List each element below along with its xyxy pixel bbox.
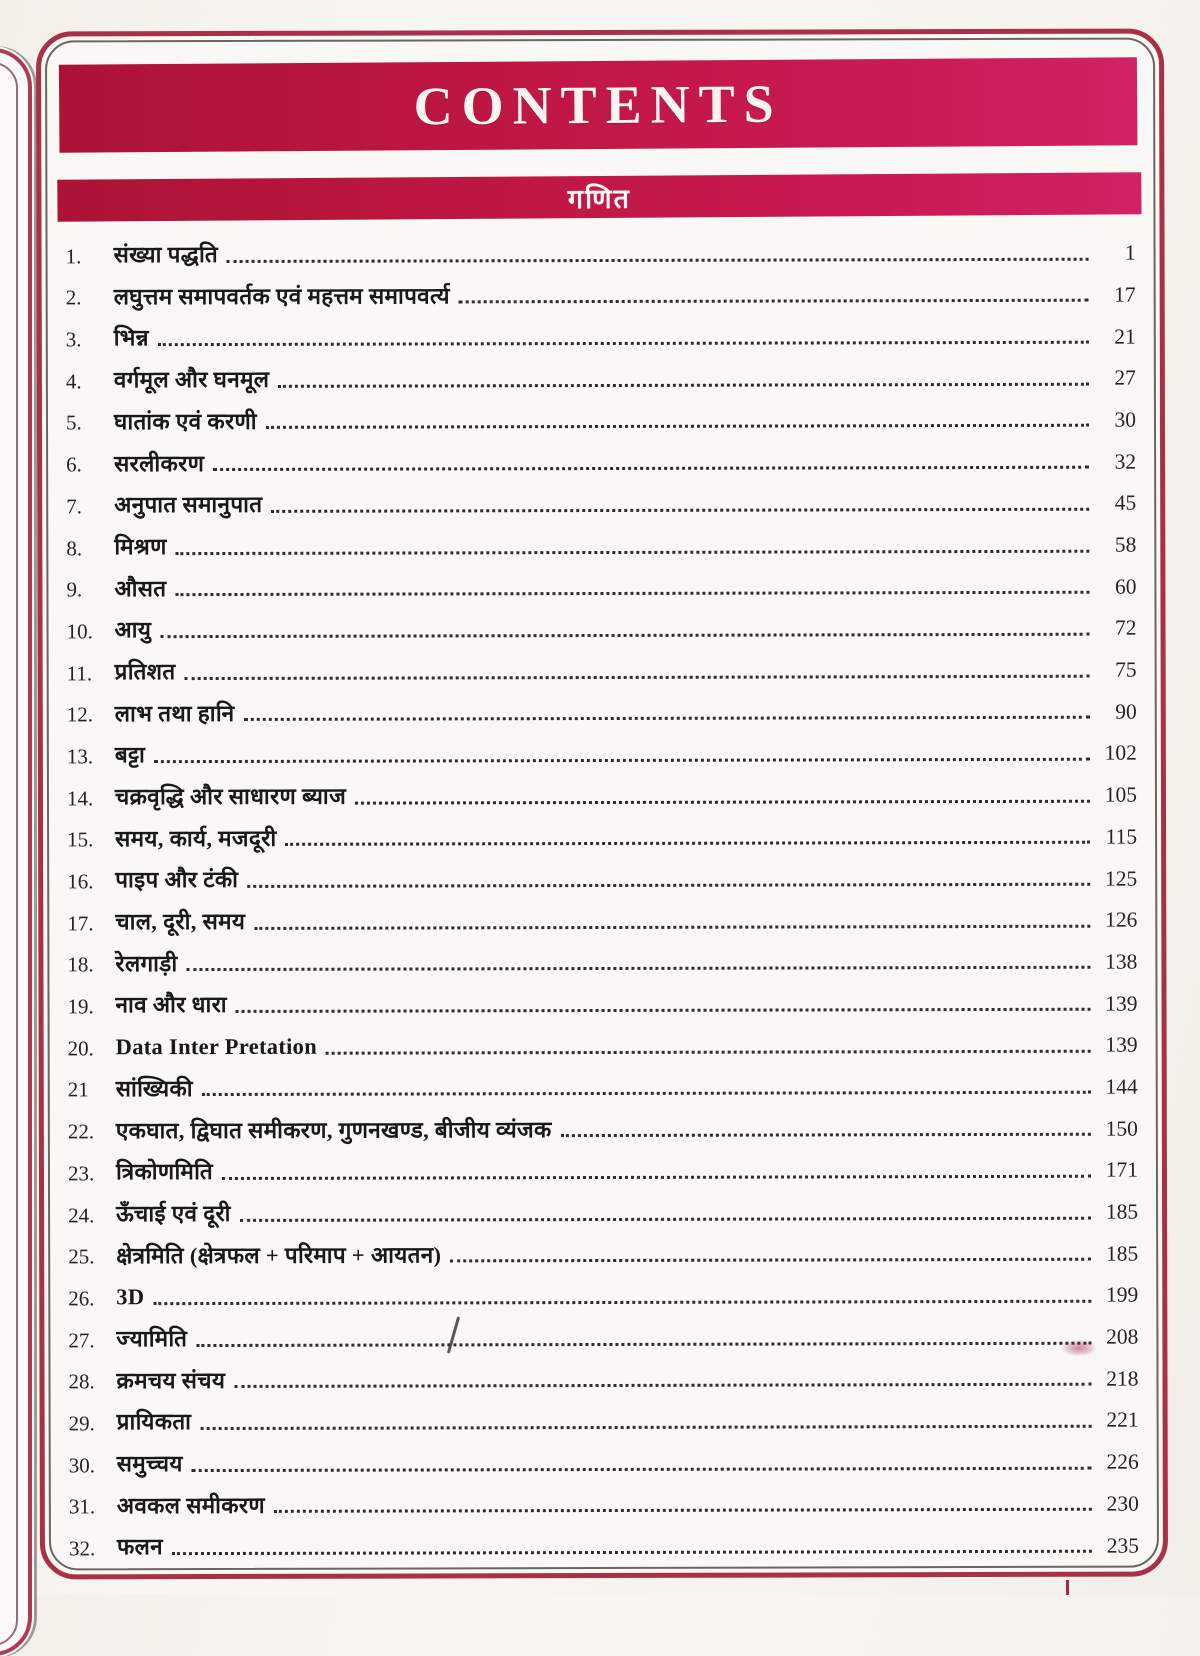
toc-item-page: 75 [1115, 657, 1137, 682]
toc-leader-dots [186, 966, 1090, 971]
toc-row [69, 1439, 1141, 1483]
toc-item-number: 22. [67, 1119, 95, 1144]
toc-item-title: समय, कार्य, मजदूरी [115, 825, 277, 851]
toc-item-page: 171 [1105, 1157, 1138, 1182]
toc-item-page: 185 [1105, 1241, 1139, 1266]
toc-item-title: संख्या पद्धति [113, 242, 218, 268]
toc-leader-dots [459, 299, 1089, 304]
page-frame-inner-line [45, 38, 1159, 1571]
toc-item-number: 7. [66, 494, 82, 519]
toc-row [66, 396, 1138, 440]
toc-item-title: चक्रवृद्धि और साधारण ब्याज [114, 783, 347, 810]
toc-item-number: 15. [67, 827, 94, 852]
toc-item-number: 28. [68, 1369, 95, 1394]
toc-item-title: प्रायिकता [116, 1409, 192, 1435]
toc-leader-dots [286, 841, 1091, 846]
toc-leader-dots [326, 1049, 1091, 1054]
toc-item-title: औसत [114, 575, 167, 601]
toc-item-title: घातांक एवं करणी [113, 408, 257, 435]
toc-leader-dots [176, 549, 1090, 554]
toc-leader-dots [172, 1550, 1092, 1555]
toc-item-title: त्रिकोणमिति [115, 1159, 214, 1185]
toc-leader-dots [274, 1508, 1092, 1513]
toc-item-title: रेलगाड़ी [115, 950, 178, 977]
toc-row [67, 813, 1139, 857]
toc-item-page: 208 [1106, 1324, 1139, 1349]
toc-leader-dots [236, 1008, 1091, 1013]
toc-item-title: क्षेत्रमिति (क्षेत्रफल + परिमाप + आयतन) [116, 1241, 442, 1268]
toc-leader-dots [213, 466, 1089, 471]
toc-item-title: ऊँचाई एवं दूरी [116, 1200, 231, 1227]
toc-item-title: 3D [116, 1284, 145, 1310]
toc-item-number: 1. [65, 244, 82, 269]
toc-leader-dots [266, 424, 1089, 429]
toc-row [68, 1272, 1140, 1316]
toc-item-page: 150 [1105, 1116, 1138, 1141]
toc-row [66, 480, 1138, 524]
toc-leader-dots [450, 1258, 1091, 1263]
toc-leader-dots [158, 341, 1089, 346]
toc-item-number: 20. [67, 1036, 94, 1061]
toc-item-number: 2. [65, 285, 82, 310]
toc-item-page: 199 [1106, 1282, 1139, 1308]
toc-leader-dots [254, 924, 1090, 929]
toc-item-page: 218 [1106, 1366, 1139, 1391]
toc-item-page: 226 [1106, 1449, 1139, 1474]
toc-row [67, 980, 1139, 1024]
toc-leader-dots [196, 1341, 1091, 1346]
toc-item-number: 26. [68, 1286, 95, 1311]
previous-page-inner-line [0, 62, 18, 1646]
toc-item-page: 235 [1106, 1533, 1139, 1558]
toc-leader-dots [247, 883, 1090, 888]
toc-item-page: 139 [1105, 991, 1138, 1016]
ink-smudge [1062, 1340, 1096, 1356]
toc-leader-dots [271, 508, 1089, 513]
toc-item-page: 105 [1104, 782, 1138, 807]
toc-item-title: अनुपात समानुपात [114, 492, 263, 518]
contents-banner [59, 57, 1138, 153]
toc-row [66, 563, 1138, 607]
toc-leader-dots [222, 1175, 1091, 1180]
toc-leader-dots [202, 1091, 1091, 1096]
toc-item-title: वर्गमूल और घनमूल [113, 366, 270, 393]
toc-item-number: 19. [67, 994, 94, 1019]
toc-item-title: एकघात, द्विघात समीकरण, गुणनखण्ड, बीजीय व्यंजक [115, 1116, 552, 1143]
toc-row [67, 938, 1139, 982]
toc-row [68, 1147, 1140, 1191]
toc-row [67, 688, 1139, 732]
toc-item-page: 58 [1114, 532, 1137, 557]
toc-leader-dots [234, 1383, 1091, 1388]
toc-item-number: 6. [66, 452, 82, 477]
toc-item-number: 32. [68, 1536, 96, 1561]
toc-item-number: 5. [65, 410, 82, 435]
toc-leader-dots [355, 799, 1090, 804]
toc-item-number: 16. [67, 869, 94, 894]
toc-item-title: प्रतिशत [114, 659, 176, 685]
toc-row [66, 230, 1138, 274]
toc-item-page: 185 [1105, 1199, 1139, 1224]
contents-title: CONTENTS [413, 73, 783, 137]
toc-leader-dots [153, 1300, 1091, 1305]
toc-row [67, 855, 1139, 899]
toc-item-number: 12. [66, 702, 94, 727]
toc-item-title: ज्यामिति [116, 1326, 188, 1352]
toc-row [66, 271, 1138, 315]
toc-leader-dots [240, 1216, 1091, 1221]
toc-row [66, 438, 1138, 482]
toc-item-number: 27. [68, 1327, 95, 1352]
toc-item-page: 1 [1124, 240, 1136, 265]
toc-leader-dots [184, 674, 1089, 679]
bottom-ink-tick [1066, 1580, 1069, 1595]
toc-row [66, 521, 1138, 565]
toc-item-page: 27 [1114, 365, 1136, 390]
toc-item-number: 25. [68, 1244, 95, 1269]
toc-item-number: 18. [67, 952, 94, 977]
toc-row [68, 1063, 1140, 1107]
toc-item-number: 23. [67, 1161, 95, 1186]
toc-item-page: 45 [1114, 490, 1137, 515]
toc-item-page: 125 [1104, 866, 1138, 891]
toc-item-title: नाव और धारा [115, 992, 227, 1018]
toc-leader-dots [243, 716, 1089, 721]
toc-item-page: 138 [1105, 949, 1138, 974]
toc-item-number: 11. [66, 660, 93, 685]
toc-leader-dots [561, 1133, 1091, 1137]
toc-leader-dots [175, 591, 1089, 596]
toc-list [66, 230, 1141, 1567]
toc-row [68, 1355, 1140, 1399]
toc-item-title: चाल, दूरी, समय [115, 908, 246, 935]
toc-row [66, 313, 1138, 357]
toc-row [67, 646, 1139, 690]
toc-item-title: सरलीकरण [114, 450, 205, 476]
page-frame [36, 29, 1168, 1580]
toc-row [67, 730, 1139, 774]
toc-item-title: भिन्न [113, 325, 149, 351]
toc-item-title: लघुत्तम समापवर्तक एवं महत्तम समापवर्त्य [113, 283, 450, 310]
toc-item-page: 21 [1114, 324, 1136, 349]
toc-item-page: 30 [1114, 407, 1137, 432]
toc-row [68, 1313, 1140, 1357]
toc-row [69, 1397, 1141, 1441]
toc-item-page: 139 [1105, 1032, 1138, 1057]
toc-item-number: 10. [66, 619, 93, 644]
toc-item-number: 24. [68, 1202, 95, 1227]
toc-leader-dots [192, 1466, 1092, 1471]
toc-item-number: 17. [67, 911, 94, 936]
toc-row [67, 897, 1139, 941]
toc-item-number: 4. [65, 369, 82, 394]
toc-item-number: 29. [68, 1411, 95, 1436]
toc-row [66, 355, 1138, 399]
toc-item-page: 72 [1115, 615, 1137, 641]
toc-item-page: 144 [1105, 1074, 1138, 1099]
toc-row [68, 1022, 1140, 1066]
toc-item-title: सांख्यिकी [115, 1075, 193, 1102]
toc-item-title: समुच्चय [116, 1451, 183, 1477]
toc-item-page: 32 [1114, 449, 1137, 474]
toc-leader-dots [160, 633, 1089, 638]
toc-item-number: 14. [66, 785, 94, 811]
toc-item-title: लाभ तथा हानि [114, 700, 235, 726]
toc-row [67, 772, 1139, 816]
toc-item-page: 115 [1105, 824, 1138, 849]
toc-leader-dots [278, 382, 1089, 387]
toc-item-number: 9. [66, 577, 83, 602]
toc-row [68, 1188, 1140, 1232]
toc-row [69, 1480, 1141, 1524]
toc-item-title: फलन [116, 1534, 163, 1560]
toc-item-number: 13. [66, 744, 94, 769]
toc-item-title: बट्टा [114, 742, 146, 768]
toc-item-number: 21 [67, 1077, 89, 1102]
toc-item-title: पाइप और टंकी [115, 867, 239, 893]
toc-row [68, 1105, 1140, 1149]
toc-item-number: 30. [68, 1452, 96, 1478]
toc-item-page: 221 [1106, 1408, 1139, 1433]
toc-item-title: अवकल समीकरण [116, 1492, 265, 1518]
toc-item-page: 90 [1115, 699, 1137, 724]
toc-item-number: 8. [66, 535, 83, 560]
toc-item-title: आयु [114, 617, 152, 643]
toc-item-number: 31. [68, 1494, 96, 1519]
toc-row [68, 1230, 1140, 1274]
toc-item-page: 230 [1106, 1491, 1139, 1516]
toc-item-title: क्रमचय संचय [116, 1367, 226, 1393]
toc-item-page: 60 [1114, 574, 1137, 599]
toc-item-page: 17 [1114, 282, 1136, 307]
toc-row [69, 1522, 1141, 1566]
section-title: गणित [567, 183, 632, 214]
toc-item-page: 102 [1104, 741, 1137, 766]
toc-item-title: Data Inter Pretation [115, 1033, 318, 1060]
toc-leader-dots [154, 758, 1090, 763]
toc-item-number: 3. [65, 327, 82, 352]
section-banner [57, 172, 1141, 222]
toc-item-title: मिश्रण [114, 534, 167, 560]
toc-row [66, 605, 1138, 649]
toc-item-page: 126 [1105, 907, 1138, 932]
toc-leader-dots [227, 257, 1089, 262]
toc-leader-dots [200, 1425, 1091, 1430]
